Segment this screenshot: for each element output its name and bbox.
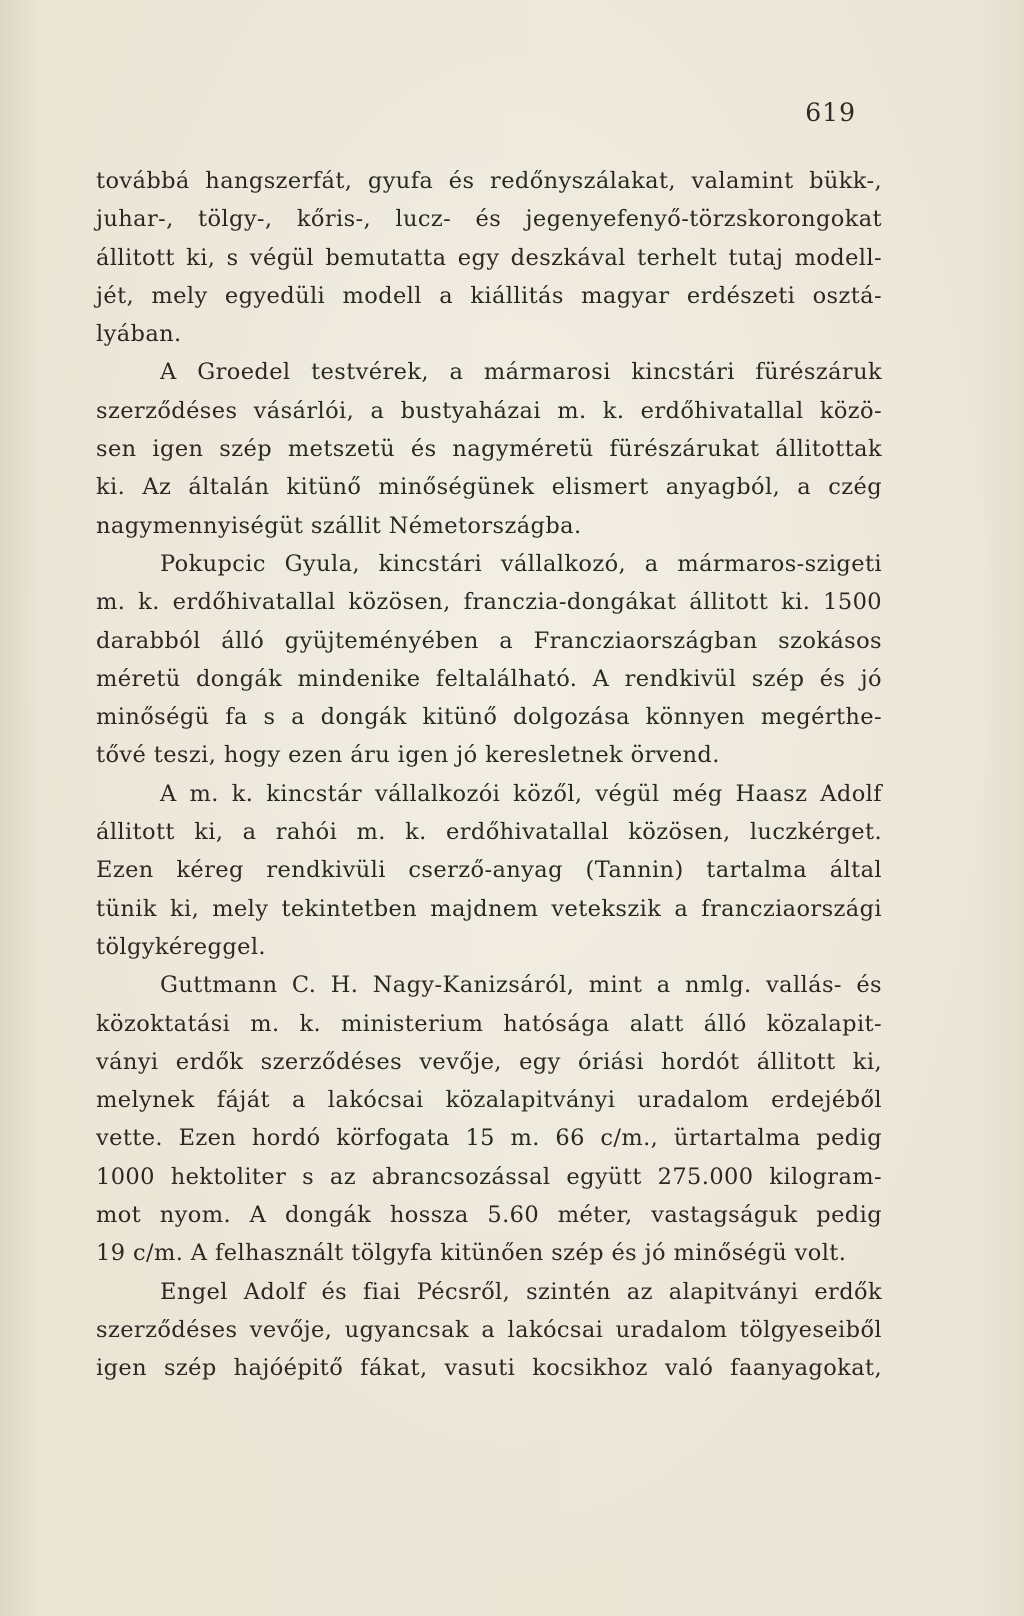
text-line: A Groedel testvérek, a mármarosi kincstári fürészáruk	[160, 359, 882, 386]
text-line: Pokupcic Gyula, kincstári vállalkozó, a mármaros-szigeti	[160, 550, 882, 577]
text-line: nagymennyiségüt szállit Németországba.	[96, 512, 582, 539]
text-line: minőségü fa s a dongák kitünő dolgozása könnyen megérthe-	[96, 704, 882, 731]
text-line: szerződéses vevője, ugyancsak a lakócsai uradalom tölgyeseiből	[96, 1316, 882, 1343]
text-line: vette. Ezen hordó körfogata 15 m. 66 c/m., ürtartalma pedig	[96, 1125, 882, 1152]
text-line: 19 c/m. A felhasznált tölgyfa kitünően szép és jó minőségü volt.	[96, 1240, 847, 1267]
text-line: ványi erdők szerződéses vevője, egy óriási hordót állitott ki,	[96, 1048, 882, 1075]
text-line: szerződéses vásárlói, a bustyaházai m. k. erdőhivatallal közö-	[96, 397, 882, 424]
text-line: juhar-, tölgy-, kőris-, lucz- és jegenyefenyő-törzskorongokat	[96, 206, 882, 233]
text-line: állitott ki, a rahói m. k. erdőhivatallal közösen, luczkérget.	[96, 819, 882, 846]
text-line: mot nyom. A dongák hossza 5.60 méter, vastagságuk pedig	[96, 1202, 882, 1229]
text-line: melynek fáját a lakócsai közalapitványi uradalom erdejéből	[96, 1087, 882, 1114]
text-line: tővé teszi, hogy ezen áru igen jó keresletnek örvend.	[96, 742, 720, 769]
text-line: közoktatási m. k. ministerium hatósága alatt álló közalapit-	[96, 1010, 882, 1037]
text-line: 1000 hektoliter s az abrancsozással együtt 275.000 kilogram-	[96, 1163, 882, 1190]
text-line: Engel Adolf és fiai Pécsről, szintén az alapitványi erdők	[160, 1278, 882, 1305]
text-line: ki. Az általán kitünő minőségünek elismert anyagból, a czég	[96, 474, 882, 501]
text-line: állitott ki, s végül bemutatta egy deszkával terhelt tutaj modell-	[96, 244, 882, 271]
text-line: Guttmann C. H. Nagy-Kanizsáról, mint a nmlg. vallás- és	[160, 972, 882, 999]
text-line: tünik ki, mely tekintetben majdnem vetekszik a francziaországi	[96, 895, 882, 922]
text-line: méretü dongák mindenike feltalálható. A rendkivül szép és jó	[96, 665, 882, 692]
page-number: 619	[805, 98, 856, 127]
text-line: tölgykéreggel.	[96, 933, 266, 960]
body-text	[96, 162, 882, 1388]
text-line: továbbá hangszerfát, gyufa és redőnyszálakat, valamint bükk-,	[96, 168, 882, 194]
text-line: sen igen szép metszetü és nagyméretü fürészárukat állitottak	[96, 436, 882, 463]
text-line: m. k. erdőhivatallal közösen, franczia-dongákat állitott ki. 1500	[96, 589, 882, 616]
text-line: lyában.	[96, 321, 182, 348]
text-line: darabból álló gyüjteményében a Francziaországban szokásos	[96, 627, 882, 654]
text-line: Ezen kéreg rendkivüli cserző-anyag (Tannin) tartalma által	[96, 857, 882, 884]
text-line: jét, mely egyedüli modell a kiállitás magyar erdészeti osztá-	[96, 282, 882, 309]
text-line: igen szép hajóépitő fákat, vasuti kocsikhoz való faanyagokat,	[96, 1355, 882, 1382]
text-line: A m. k. kincstár vállalkozói közől, végül még Haasz Adolf	[160, 780, 882, 807]
